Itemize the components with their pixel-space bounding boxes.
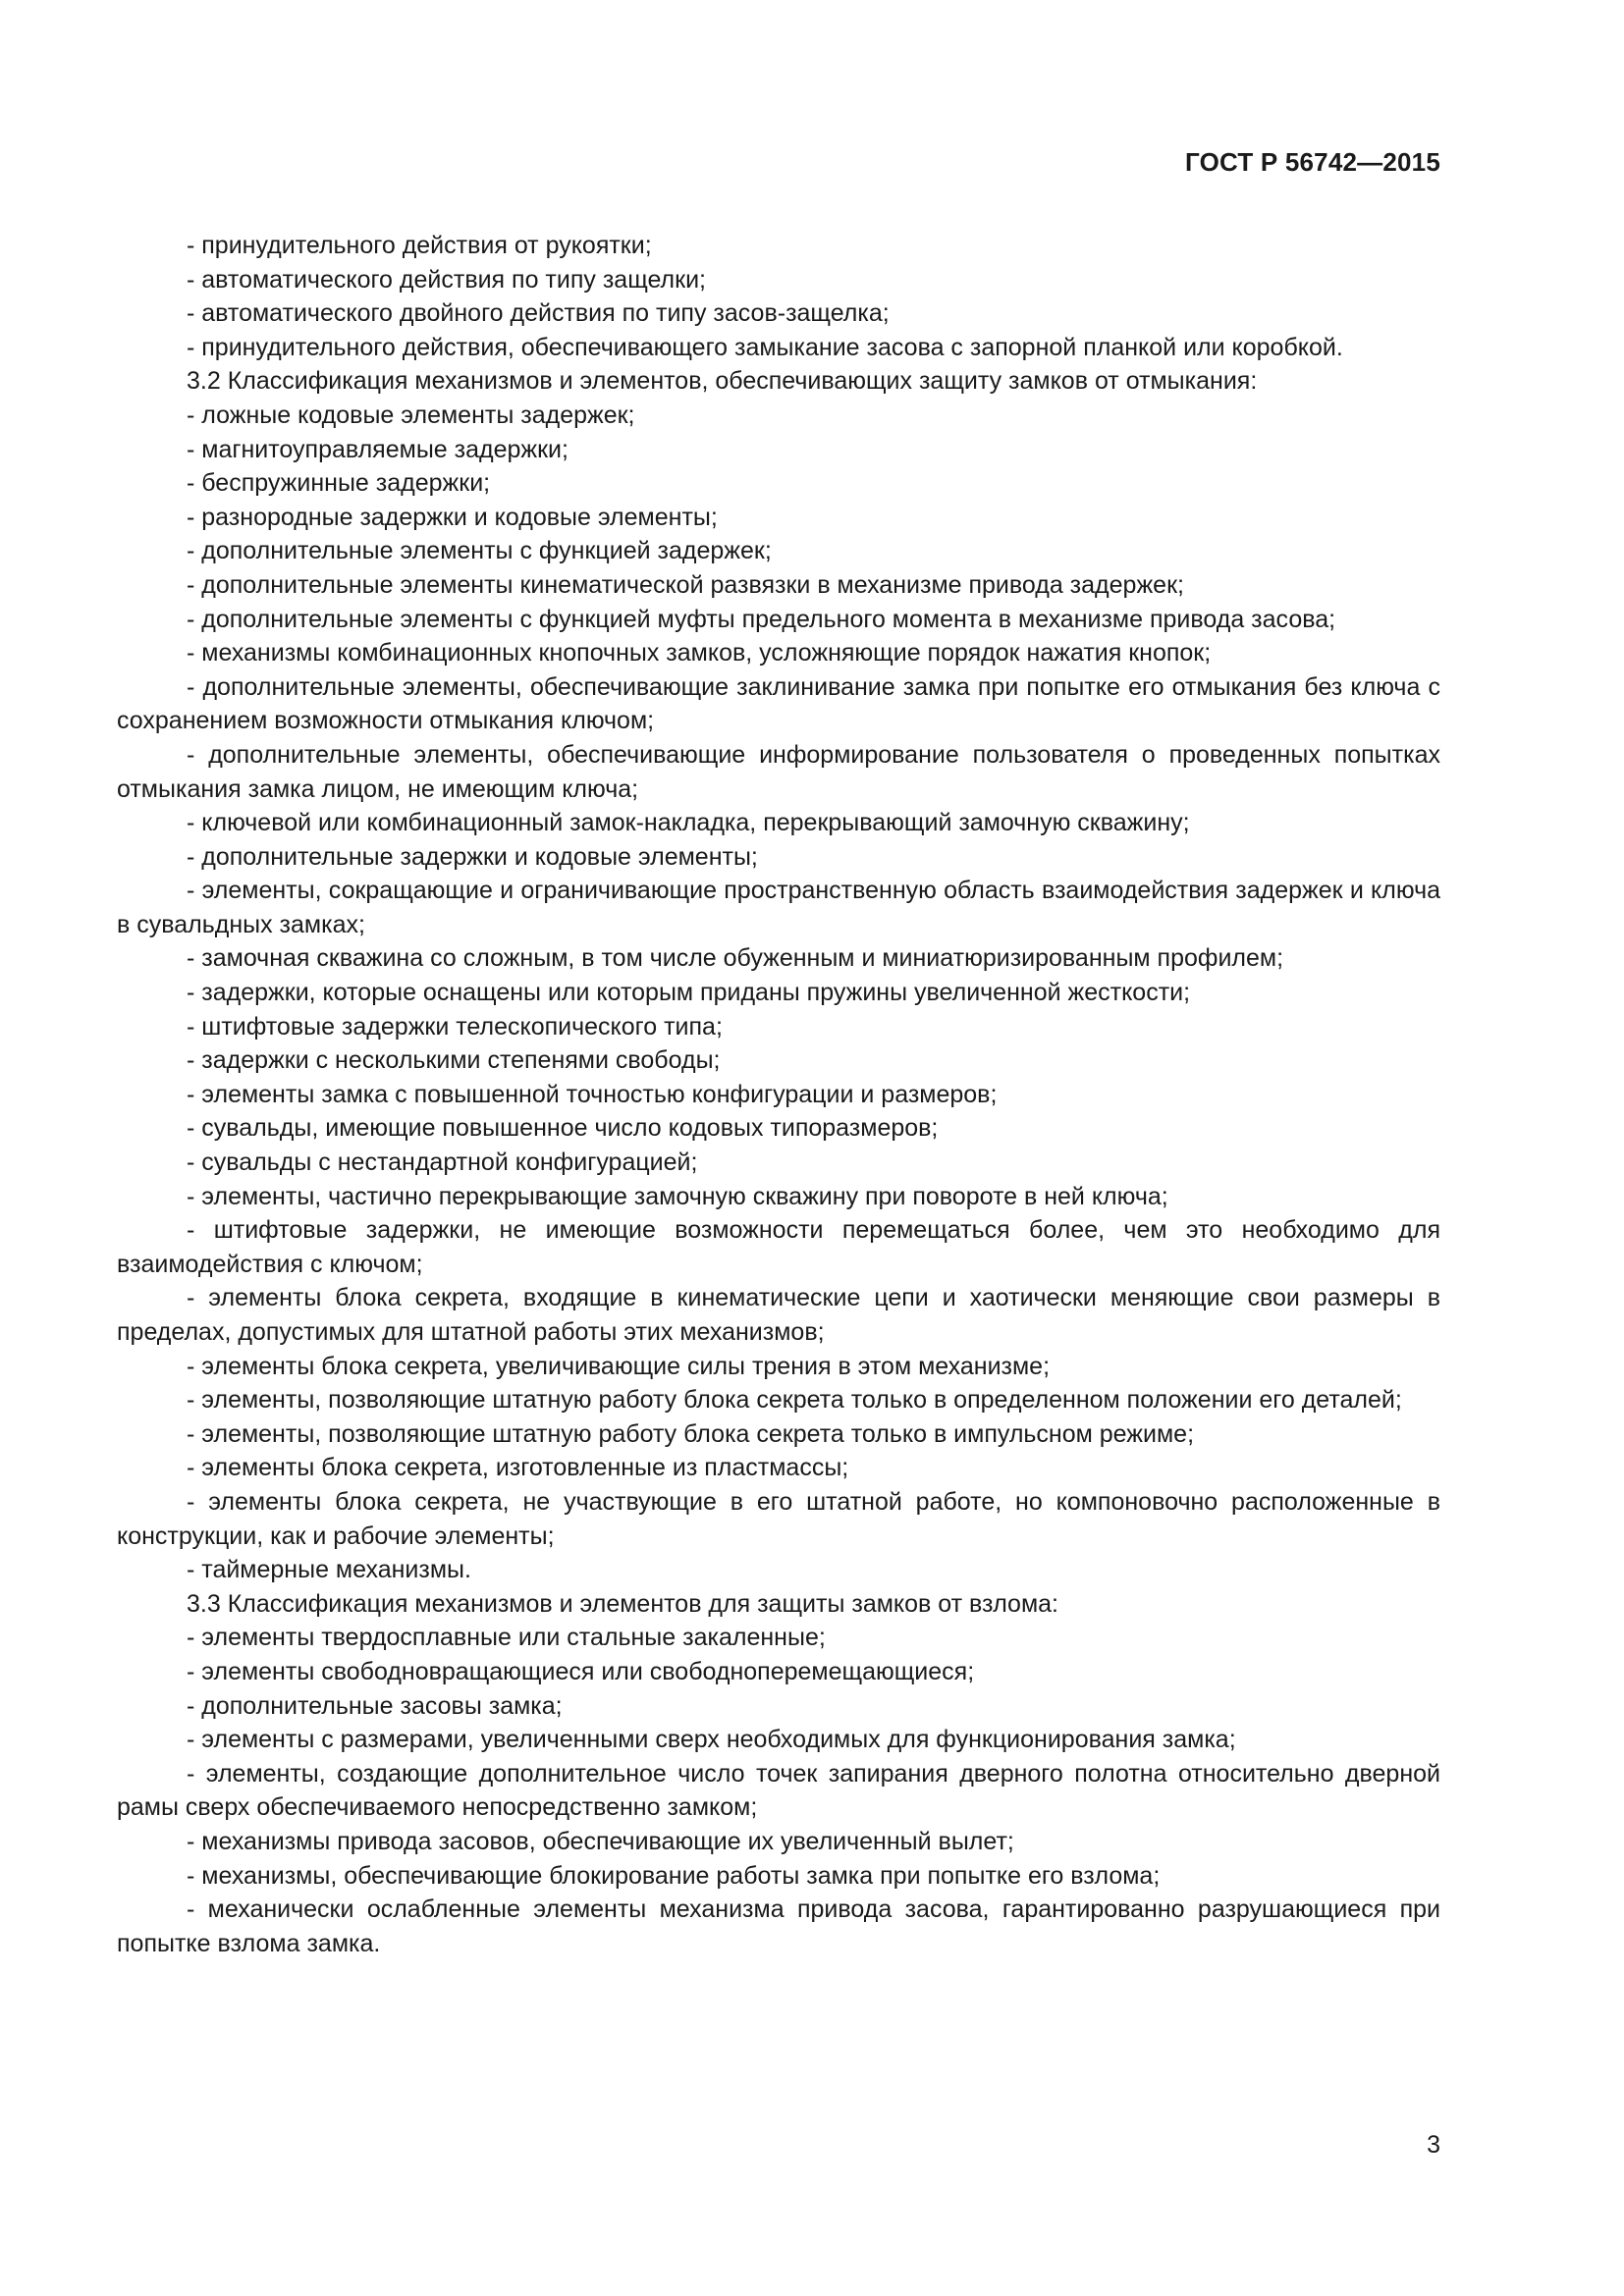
paragraph: - дополнительные элементы кинематической развязки в механизме привода задержек; [187, 570, 1184, 599]
document-body [117, 229, 1440, 1960]
paragraph: - дополнительные элементы с функцией задержек; [187, 537, 772, 565]
paragraph: - механически ослабленные элементы механизма привода засова, гарантированно разрушающиеся при попытке взлома замка. [117, 1896, 1440, 1957]
paragraph: - таймерные механизмы. [187, 1556, 471, 1584]
paragraph: - дополнительные задержки и кодовые элементы; [187, 842, 758, 871]
document-code-header: ГОСТ Р 56742—2015 [1185, 147, 1440, 177]
paragraph: - дополнительные засовы замка; [187, 1691, 563, 1720]
paragraph: - элементы, создающие дополнительное число точек запирания дверного полотна относительно дверной рамы сверх обеспечиваемого непосредственно замком; [117, 1759, 1440, 1822]
paragraph: - механизмы комбинационных кнопочных замков, усложняющие порядок нажатия кнопок; [187, 639, 1212, 667]
paragraph: - принудительного действия от рукоятки; [187, 232, 652, 259]
paragraph: - элементы, сокращающие и ограничивающие пространственную область взаимодействия задержек и ключа в сувальдных замках; [117, 877, 1440, 938]
paragraph: - дополнительные элементы, обеспечивающие заклинивание замка при попытке его отмыкания без ключа с сохранением возможности отмыкания ключом; [117, 672, 1440, 735]
page-number: 3 [1427, 2131, 1440, 2159]
paragraph: - элементы блока секрета, увеличивающие силы трения в этом механизме; [187, 1352, 1051, 1380]
paragraph: - элементы блока секрета, изготовленные из пластмассы; [187, 1454, 849, 1482]
paragraph: - механизмы, обеспечивающие блокирование работы замка при попытке его взлома; [187, 1861, 1161, 1890]
paragraph: - штифтовые задержки телескопического типа; [187, 1012, 723, 1041]
paragraph: 3.2 Классификация механизмов и элементов, обеспечивающих защиту замков от отмыкания: [187, 367, 1258, 396]
paragraph: - дополнительные элементы с функцией муфты предельного момента в механизме привода засова; [187, 605, 1336, 633]
paragraph: - сувальды, имеющие повышенное число кодовых типоразмеров; [187, 1114, 939, 1143]
paragraph: - беспружинные задержки; [187, 469, 491, 498]
paragraph: - элементы замка с повышенной точностью конфигурации и размеров; [187, 1080, 998, 1108]
paragraph: - элементы блока секрета, не участвующие в его штатной работе, но компоновочно расположенные в конструкции, как и рабочие элементы; [117, 1487, 1440, 1550]
paragraph: - ложные кодовые элементы задержек; [187, 400, 635, 429]
paragraph: - магнитоуправляемые задержки; [187, 435, 568, 463]
paragraph: - замочная скважина со сложным, в том числе обуженным и миниатюризированным профилем; [187, 944, 1284, 973]
paragraph: - автоматического двойного действия по типу засов-защелка; [187, 299, 890, 328]
paragraph: - разнородные задержки и кодовые элементы; [187, 503, 718, 531]
paragraph: - задержки, которые оснащены или которым приданы пружины увеличенной жесткости; [187, 979, 1191, 1007]
paragraph: - элементы свободновращающиеся или свободноперемещающиеся; [187, 1657, 975, 1685]
paragraph: - механизмы привода засовов, обеспечивающие их увеличенный вылет; [187, 1827, 1014, 1855]
paragraph: - элементы, позволяющие штатную работу блока секрета только в импульсном режиме; [187, 1419, 1195, 1448]
paragraph: - элементы твердосплавные или стальные закаленные; [187, 1624, 826, 1652]
paragraph: - принудительного действия, обеспечивающего замыкание засова с запорной планкой или коробкой. [187, 333, 1343, 361]
paragraph: - автоматического действия по типу защелки; [187, 265, 706, 294]
paragraph: - дополнительные элементы, обеспечивающие информирование пользователя о проведенных попытках отмыкания замка лицом, не имеющим ключа; [117, 740, 1440, 803]
paragraph: - элементы, частично перекрывающие замочную скважину при повороте в ней ключа; [187, 1182, 1168, 1210]
paragraph: - элементы блока секрета, входящие в кинематические цепи и хаотически меняющие свои размеры в пределах, допустимых для штатной работы этих механизмов; [117, 1284, 1440, 1346]
paragraph: - штифтовые задержки, не имеющие возможности перемещаться более, чем это необходимо для взаимодействия с ключом; [117, 1216, 1440, 1278]
paragraph: 3.3 Классификация механизмов и элементов для защиты замков от взлома: [187, 1589, 1059, 1618]
paragraph: - элементы с размерами, увеличенными сверх необходимых для функционирования замка; [187, 1726, 1236, 1754]
paragraph: - элементы, позволяющие штатную работу блока секрета только в определенном положении его деталей; [187, 1386, 1402, 1415]
paragraph: - сувальды с нестандартной конфигурацией; [187, 1148, 698, 1177]
paragraph: - задержки с несколькими степенями свободы; [187, 1046, 721, 1075]
paragraph: - ключевой или комбинационный замок-накладка, перекрывающий замочную скважину; [187, 809, 1190, 837]
